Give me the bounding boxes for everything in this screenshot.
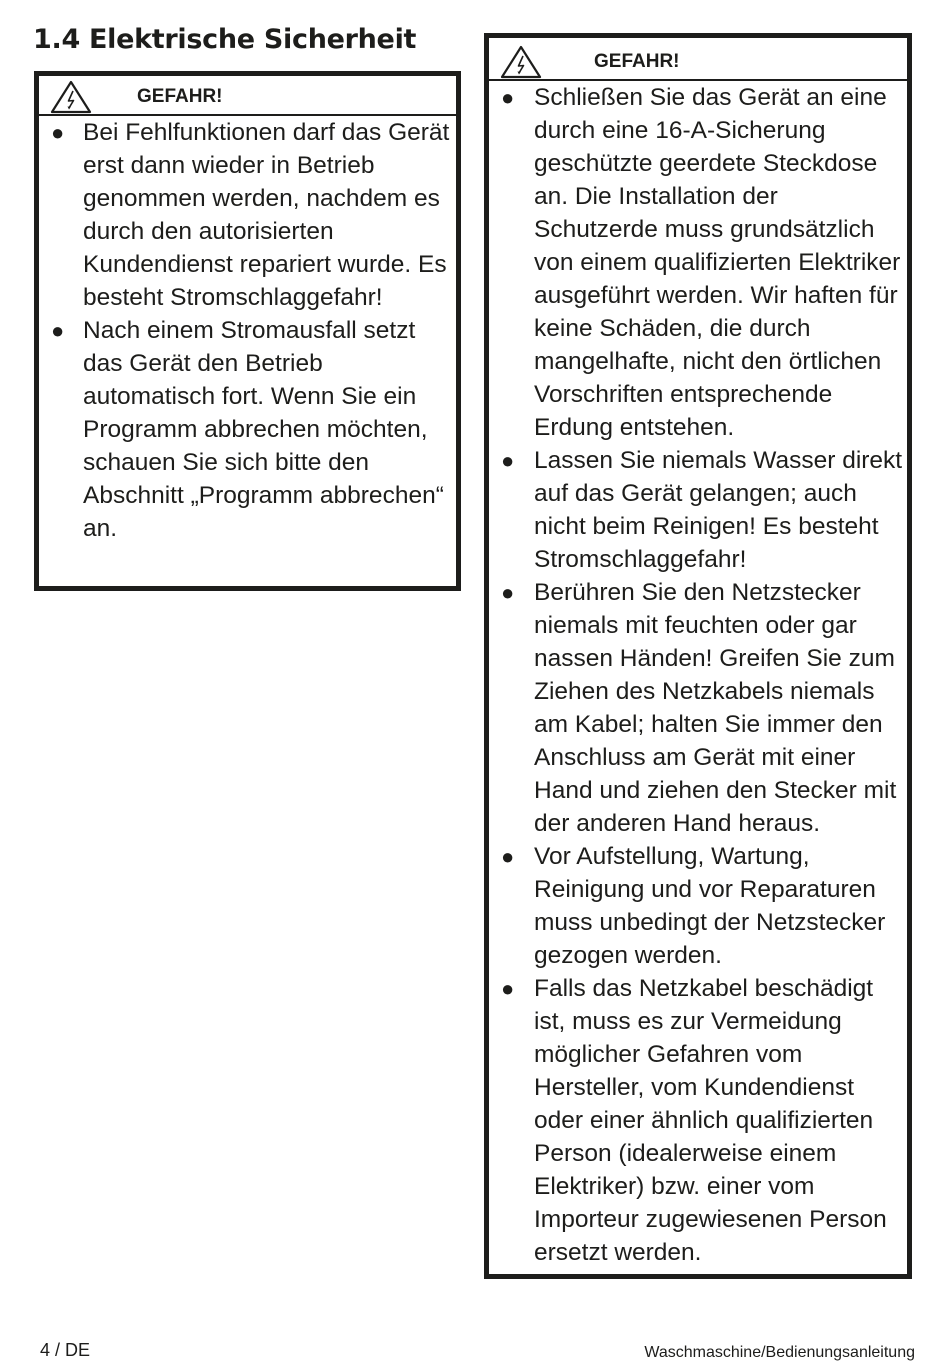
warning-title: GEFAHR! xyxy=(137,86,223,107)
list-item: ● Lassen Sie niemals Wasser direkt auf das Gerät gelangen; auch nicht beim Reinigen! Es besteht Stromschlaggefahr! xyxy=(534,444,907,576)
bullet-icon: ● xyxy=(501,976,515,1001)
warning-list xyxy=(39,116,456,545)
electric-hazard-icon xyxy=(49,79,93,115)
list-item: ● Schließen Sie das Gerät an eine durch eine 16-A-Sicherung geschützte geerdete Steckdose an. Die Installation der Schutzerde muss grundsätzlich von einem qualifizierten Elektriker ausgeführt werden. Wir haften für keine Schäden, die durch mangelhafte, nicht den örtlichen Vorschriften entsprechende Erdung entstehen. xyxy=(534,81,907,444)
page-number: 4 / DE xyxy=(40,1340,91,1360)
list-item: ● Berühren Sie den Netzstecker niemals mit feuchten oder gar nassen Händen! Greifen Sie zum Ziehen des Netzkabels niemals am Kabel; halten Sie immer den Anschluss am Gerät mit einer Hand und ziehen den Stecker mit der anderen Hand heraus. xyxy=(534,576,907,840)
list-item: ● Falls das Netzkabel beschädigt ist, muss es zur Vermeidung möglicher Gefahren vom Hersteller, vom Kundendienst oder einer ähnlich qualifizierten Person (idealerweise einem Elektriker) bzw. einer vom Importeur zugewiesenen Person ersetzt werden. xyxy=(534,972,907,1269)
electric-hazard-icon xyxy=(499,44,543,80)
list-item: ● Bei Fehlfunktionen darf das Gerät erst dann wieder in Betrieb genommen werden, nachdem es durch den autorisierten Kundendienst repariert wurde. Es besteht Stromschlaggefahr! xyxy=(83,116,450,314)
bullet-icon: ● xyxy=(501,448,515,473)
bullet-icon: ● xyxy=(501,85,515,110)
section-title: 1.4 Elektrische Sicherheit xyxy=(33,24,417,55)
warning-box-left xyxy=(34,71,461,591)
bullet-icon: ● xyxy=(501,580,515,605)
bullet-icon: ● xyxy=(501,844,515,869)
warning-box-right xyxy=(484,33,912,1279)
bullet-icon: ● xyxy=(51,318,65,343)
list-item: ● Nach einem Stromausfall setzt das Gerät den Betrieb automatisch fort. Wenn Sie ein Programm abbrechen möchten, schauen Sie sich bitte den Abschnitt „Programm abbrechen“ an. xyxy=(83,314,450,545)
warning-list xyxy=(489,81,907,1269)
warning-title: GEFAHR! xyxy=(594,51,680,72)
document-title: Waschmaschine/Bedienungsanleitung xyxy=(644,1344,915,1361)
list-item: ● Vor Aufstellung, Wartung, Reinigung und vor Reparaturen muss unbedingt der Netzstecker gezogen werden. xyxy=(534,840,907,972)
bullet-icon: ● xyxy=(51,120,65,145)
warning-header xyxy=(39,76,456,116)
warning-header xyxy=(489,38,907,81)
